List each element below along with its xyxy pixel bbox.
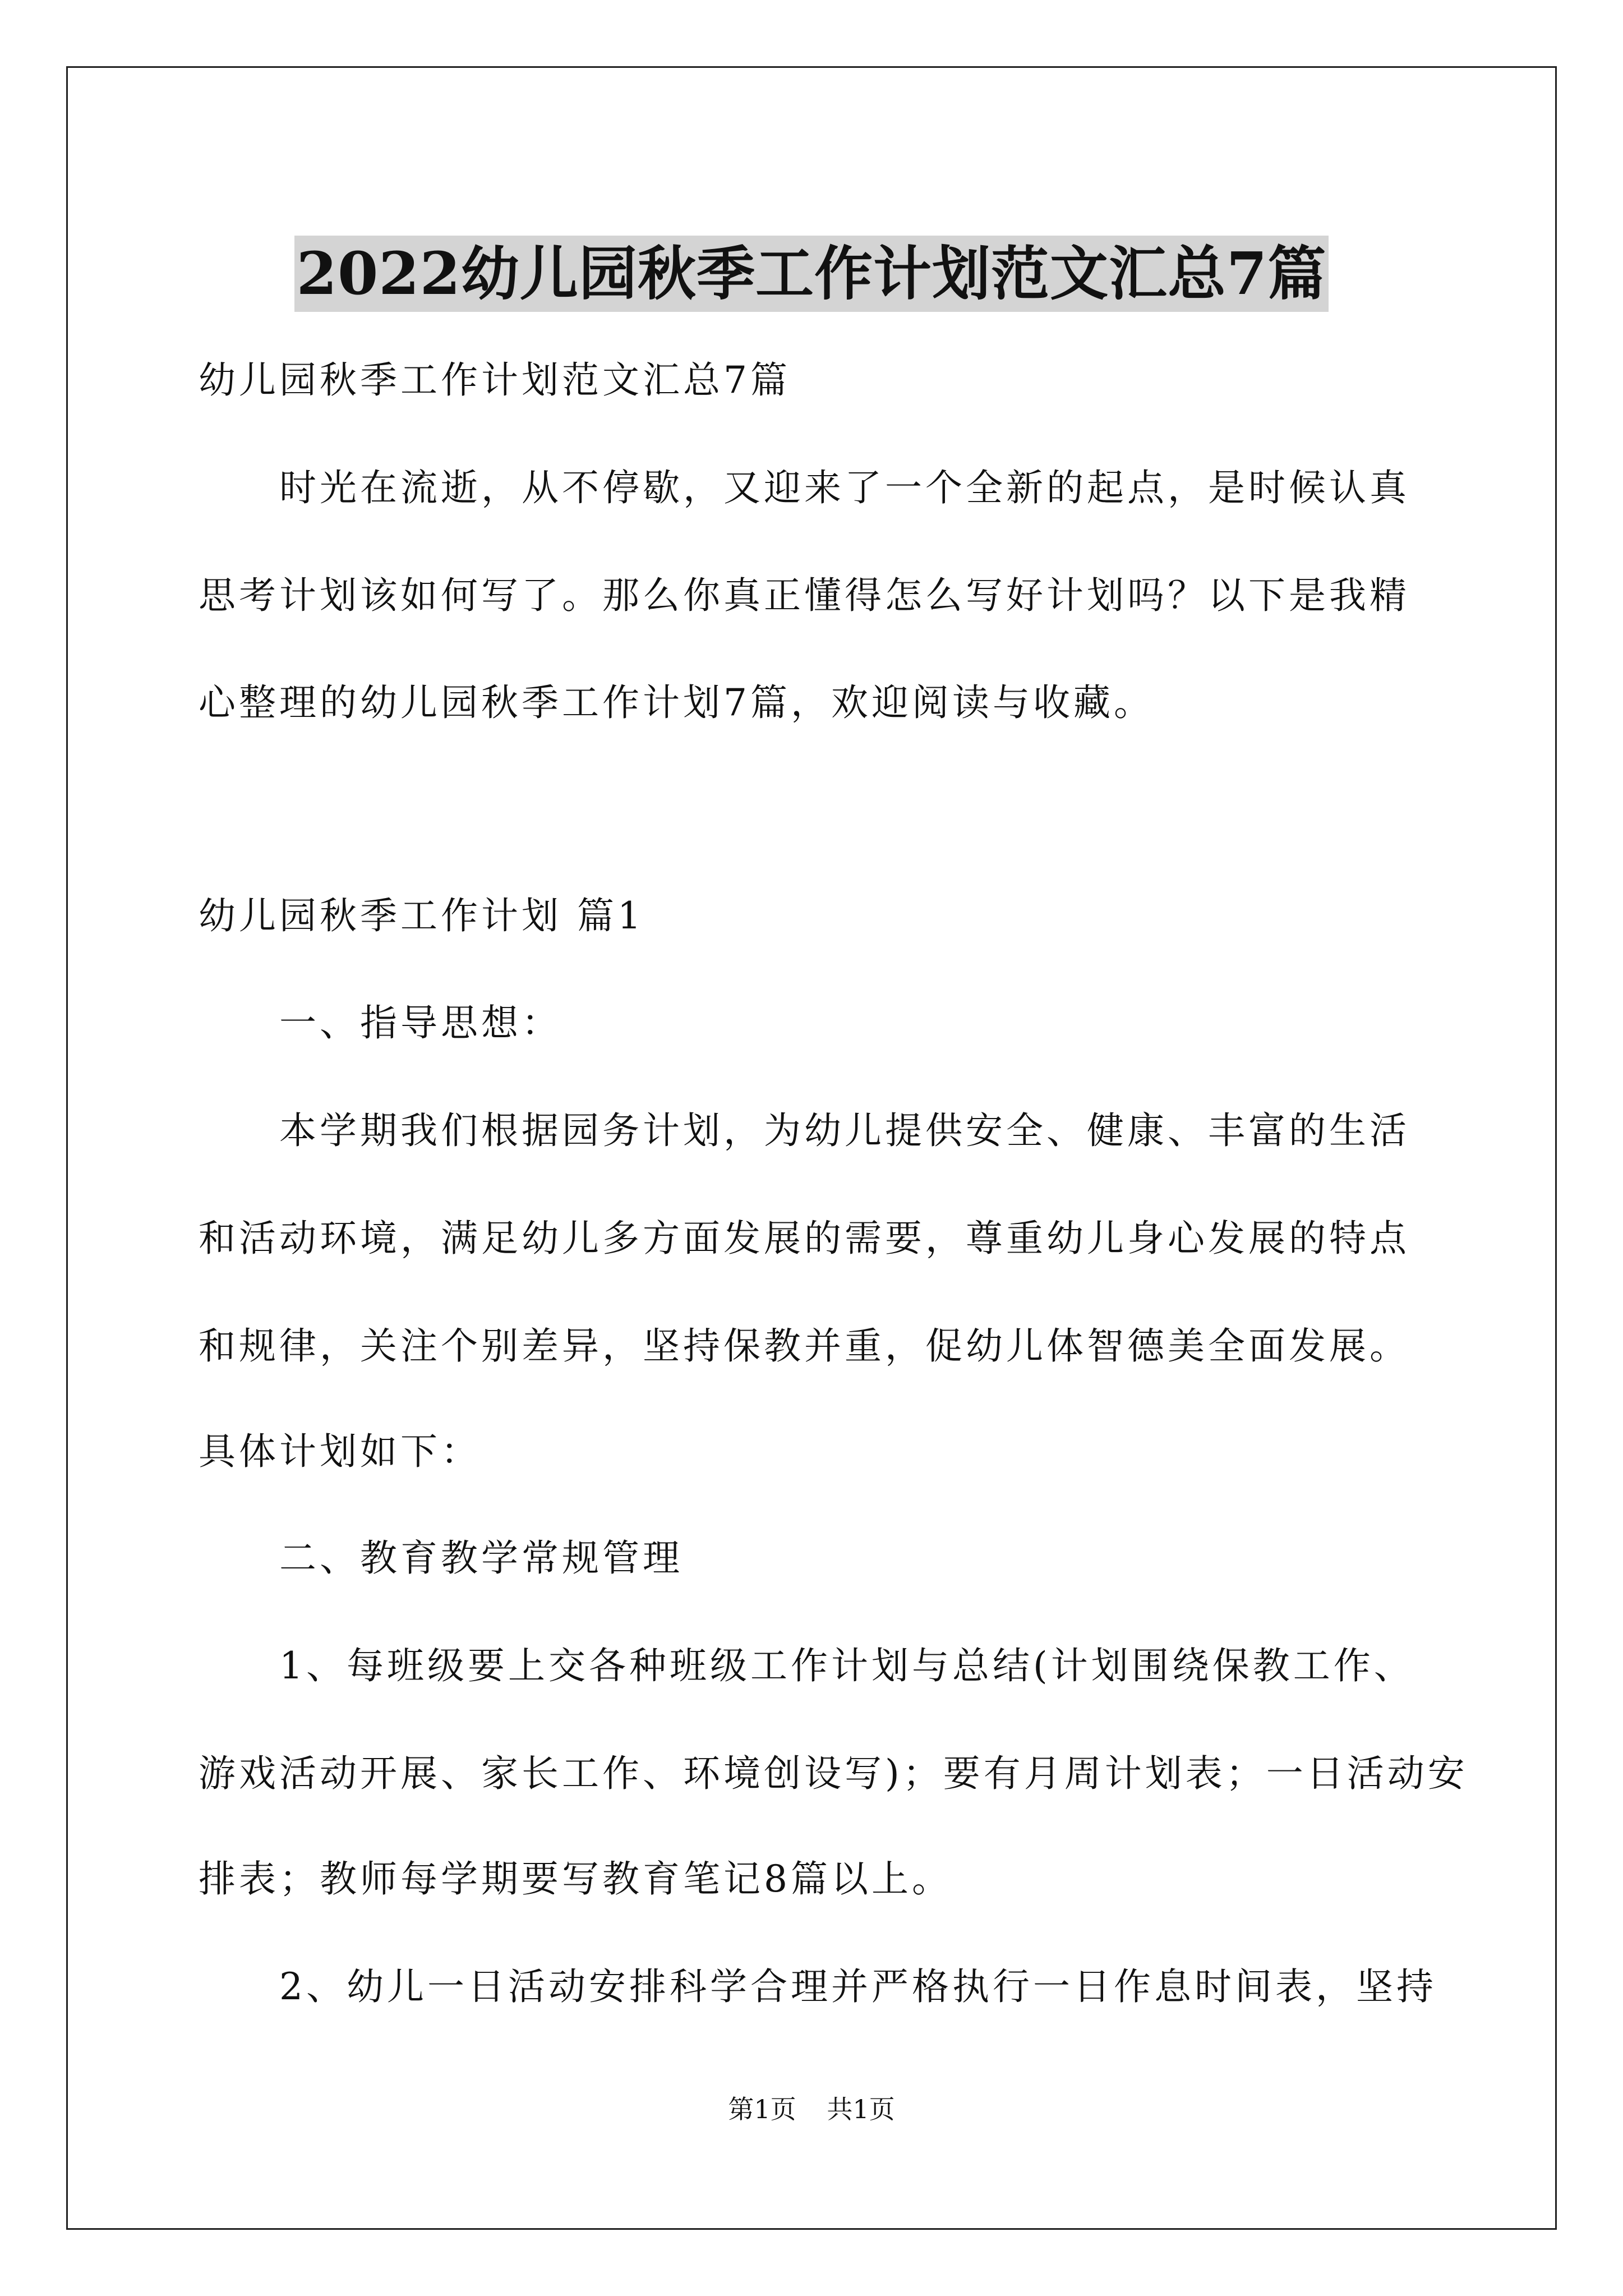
title-container — [0, 196, 1623, 351]
paragraph-line: 二、教育教学常规管理 — [199, 1536, 683, 1580]
page-number: 第1页 — [728, 2094, 796, 2124]
paragraph-line: 和活动环境，满足幼儿多方面发展的需要，尊重幼儿身心发展的特点 — [199, 1217, 1410, 1260]
page-total: 共1页 — [827, 2094, 895, 2124]
paragraph-line: 具体计划如下： — [199, 1430, 481, 1473]
paragraph-line: 本学期我们根据园务计划，为幼儿提供安全、健康、丰富的生活 — [199, 1109, 1410, 1152]
paragraph-line: 和规律，关注个别差异，坚持保教并重，促幼儿体智德美全面发展。 — [199, 1324, 1410, 1368]
subtitle-line: 幼儿园秋季工作计划范文汇总7篇 — [199, 358, 791, 402]
paragraph-line: 一、指导思想： — [199, 1001, 562, 1045]
paragraph-line: 心整理的幼儿园秋季工作计划7篇，欢迎阅读与收藏。 — [199, 681, 1154, 724]
page-footer — [0, 2092, 1623, 2126]
paragraph-line: 排表；教师每学期要写教育笔记8篇以上。 — [199, 1857, 952, 1901]
paragraph-line: 时光在流逝，从不停歇，又迎来了一个全新的起点，是时候认真 — [199, 466, 1410, 509]
section-heading: 幼儿园秋季工作计划 篇1 — [199, 894, 644, 937]
paragraph-line: 1、每班级要上交各种班级工作计划与总结(计划围绕保教工作、 — [199, 1644, 1414, 1687]
paragraph-line: 2、幼儿一日活动安排科学合理并严格执行一日作息时间表，坚持 — [199, 1965, 1437, 2008]
document-title: 2022幼儿园秋季工作计划范文汇总7篇 — [294, 236, 1329, 312]
paragraph-line: 思考计划该如何写了。那么你真正懂得怎么写好计划吗？以下是我精 — [199, 574, 1410, 617]
paragraph-line: 游戏活动开展、家长工作、环境创设写)；要有月周计划表；一日活动安 — [199, 1752, 1468, 1795]
